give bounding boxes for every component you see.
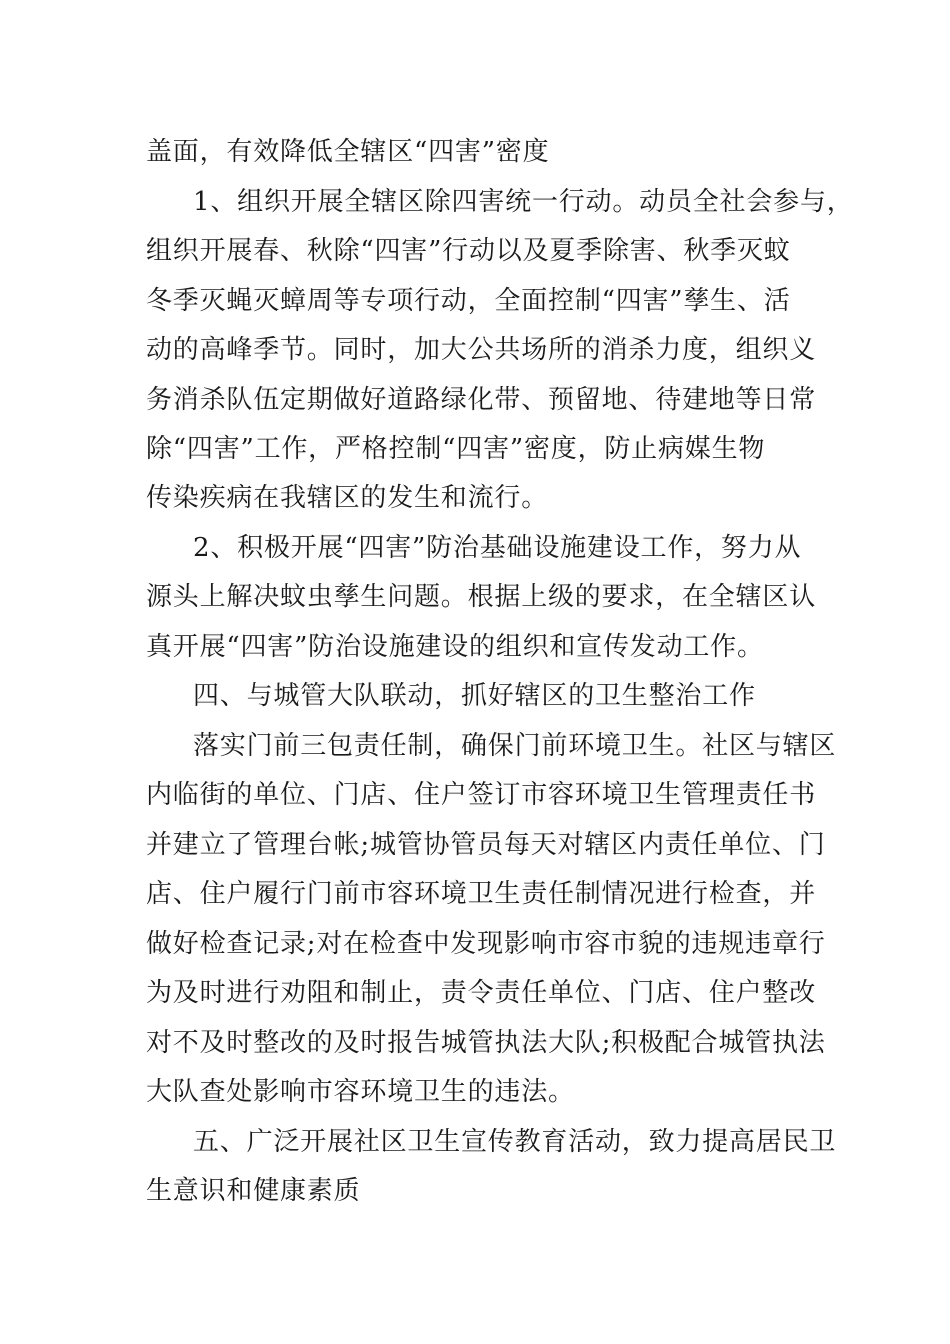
text-line: 盖面，有效降低全辖区“四害”密度: [146, 137, 550, 167]
text-line: 生意识和健康素质: [146, 1176, 361, 1206]
text-line: 并建立了管理台帐;城管协管员每天对辖区内责任单位、门: [146, 830, 826, 860]
text-line: 冬季灭蝇灭蟑周等专项行动，全面控制“四害”孳生、活: [146, 286, 791, 316]
section-heading: 五、广泛开展社区卫生宣传教育活动，致力提高居民卫: [193, 1127, 837, 1157]
text-line: 为及时进行劝阻和制止，责令责任单位、门店、住户整改: [146, 978, 817, 1008]
text-line: 店、住户履行门前市容环境卫生责任制情况进行检查，并: [146, 879, 817, 909]
text-line: 内临街的单位、门店、住户签订市容环境卫生管理责任书: [146, 780, 817, 810]
section-heading: 四、与城管大队联动，抓好辖区的卫生整治工作: [193, 681, 756, 711]
text-line: 2、积极开展“四害”防治基础设施建设工作，努力从: [193, 533, 802, 563]
text-line: 传染疾病在我辖区的发生和流行。: [146, 483, 549, 513]
text-line: 做好检查记录;对在检查中发现影响市容市貌的违规违章行: [146, 929, 826, 959]
text-line: 除“四害”工作，严格控制“四害”密度，防止病媒生物: [146, 434, 766, 464]
text-line: 动的高峰季节。同时，加大公共场所的消杀力度，组织义: [146, 335, 817, 365]
text-line: 大队查处影响市容环境卫生的违法。: [146, 1077, 575, 1107]
text-line: 1、组织开展全辖区除四害统一行动。动员全社会参与，: [193, 187, 854, 217]
text-line: 务消杀队伍定期做好道路绿化带、预留地、待建地等日常: [146, 385, 817, 415]
text-line: 落实门前三包责任制，确保门前环境卫生。社区与辖区: [193, 731, 837, 761]
text-line: 真开展“四害”防治设施建设的组织和宣传发动工作。: [146, 632, 764, 662]
text-line: 对不及时整改的及时报告城管执法大队;积极配合城管执法: [146, 1028, 826, 1058]
text-line: 源头上解决蚊虫孳生问题。根据上级的要求，在全辖区认: [146, 582, 817, 612]
text-line: 组织开展春、秋除“四害”行动以及夏季除害、秋季灭蚊: [146, 236, 791, 266]
